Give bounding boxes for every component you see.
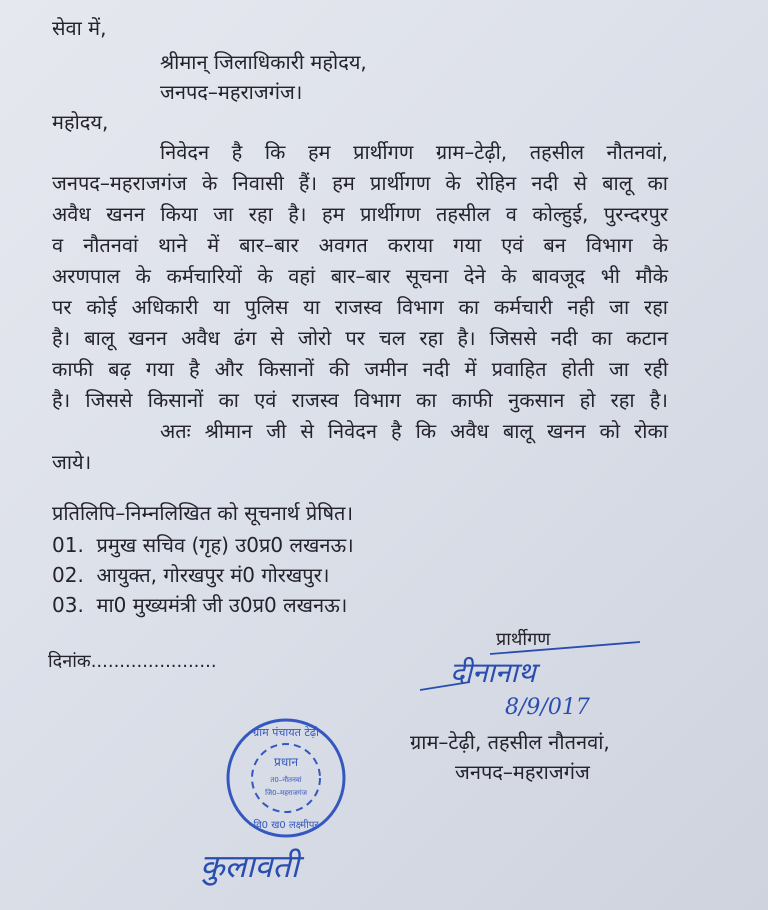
copy-item: 01. प्रमुख सचिव (गृह) उ0प्र0 लखनऊ। <box>52 533 354 557</box>
petitioner-address: ग्राम–टेढ़ी, तहसील नौतनवां, <box>410 730 610 754</box>
date-label: दिनांक...................... <box>48 651 217 672</box>
stamp-bottom-text: वि0 ख0 लक्ष्मीपुर <box>253 820 319 831</box>
body-line: है। बालू खनन अवैध ढंग से जोरो पर चल रहा है। जिससे नदी का कटान <box>52 326 668 350</box>
addressee-line: श्रीमान् जिलाधिकारी महोदय, <box>160 50 367 74</box>
petitioner-address: जनपद–महराजगंज <box>455 760 590 784</box>
body-line: जनपद–महराजगंज के निवासी हैं। हम प्रार्थीगण के रोहिन नदी से बालू का <box>52 171 668 195</box>
body-line: अतः श्रीमान जी से निवेदन है कि अवैध बालू खनन को रोका <box>160 419 668 443</box>
body-line: व नौतनवां थाने में बार–बार अवगत कराया गया एवं बन विभाग के <box>52 233 668 257</box>
stamp-top-text: ग्राम पंचायत टेढ़ी <box>253 726 319 739</box>
body-line: है। जिससे किसानों का एवं राजस्व विभाग का काफी नुकसान हो रहा है। <box>52 388 668 412</box>
signature-date: 8/9/017 <box>505 695 590 720</box>
official-stamp <box>222 716 352 846</box>
body-line: पर कोई अधिकारी या पुलिस या राजस्व विभाग का कर्मचारी नही जा रहा <box>52 295 668 319</box>
body-line: निवेदन है कि हम प्रार्थीगण ग्राम–टेढ़ी, तहसील नौतनवां, <box>160 140 668 164</box>
salutation: सेवा में, <box>52 16 107 40</box>
body-line: अवैध खनन किया जा रहा है। हम प्रार्थीगण तहसील व कोल्हुई, पुरन्दरपुर <box>52 202 668 226</box>
addressee-line: जनपद–महराजगंज। <box>160 80 303 104</box>
greeting: महोदय, <box>52 110 109 134</box>
stamp-line: जि0–महराजगंज <box>265 789 307 797</box>
body-line: अरणपाल के कर्मचारियों के वहां बार–बार सूचना देने के बावजूद भी मौके <box>52 264 668 288</box>
copy-item: 03. मा0 मुख्यमंत्री जी उ0प्र0 लखनऊ। <box>52 593 348 617</box>
copy-heading: प्रतिलिपि–निम्नलिखित को सूचनार्थ प्रेषित। <box>52 501 354 525</box>
stamp-line: त0–नौतनवां <box>270 776 302 784</box>
signature-dinanath: दीनानाथ <box>450 656 536 689</box>
signature-kulawati: कुलावती <box>200 847 299 885</box>
body-line: जाये। <box>52 450 92 474</box>
stamp-center-text: प्रधान <box>274 755 298 769</box>
petitioners-label: प्रार्थीगण <box>496 629 551 650</box>
copy-item: 02. आयुक्त, गोरखपुर मं0 गोरखपुर। <box>52 563 330 587</box>
body-line: काफी बढ़ गया है और किसानों की जमीन नदी में प्रवाहित होती जा रही <box>52 357 668 381</box>
